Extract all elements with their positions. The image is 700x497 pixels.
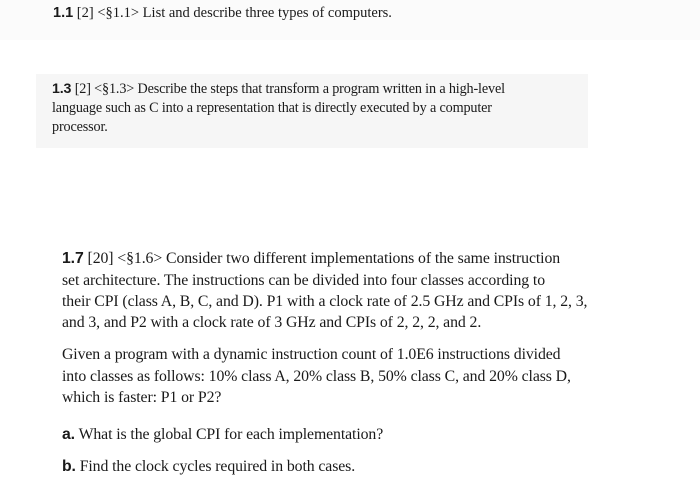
exercise-number: 1.7 <box>62 250 84 267</box>
subquestion-text: Find the clock cycles required in both cases. <box>79 458 356 475</box>
subquestion-label: b. <box>62 458 76 475</box>
exercise-1-3-line-2: language such as C into a representation that is directly executed by a computer <box>52 100 492 116</box>
exercise-1-1 <box>0 0 700 40</box>
exercise-1-1-line <box>53 5 392 22</box>
subquestion-a <box>62 426 383 444</box>
exercise-1-3-line-1 <box>52 81 505 98</box>
exercise-number: 1.3 <box>52 81 72 97</box>
exercise-1-3-line-3: processor. <box>52 119 108 135</box>
exercise-1-7-line-3: their CPI (class A, B, C, and D). P1 with a clock rate of 2.5 GHz and CPIs of 1, 2, 3, <box>62 293 588 310</box>
exercise-1-7-para2-line-3: which is faster: P1 or P2? <box>62 389 222 406</box>
exercise-text: [2] <§1.1> List and describe three types of computers. <box>76 5 392 21</box>
subquestion-label: a. <box>62 426 75 443</box>
subquestion-text: What is the global CPI for each implementation? <box>78 426 384 443</box>
exercise-number: 1.1 <box>53 5 74 21</box>
exercise-1-7-line-4: and 3, and P2 with a clock rate of 3 GHz and CPIs of 2, 2, 2, and 2. <box>62 314 482 331</box>
exercise-text: [20] <§1.6> Consider two different implementations of the same instruction <box>87 250 561 267</box>
exercise-1-7-para2-line-2: into classes as follows: 10% class A, 20% class B, 50% class C, and 20% class D, <box>62 368 571 385</box>
exercise-text: [2] <§1.3> Describe the steps that transform a program written in a high-level <box>74 81 505 97</box>
exercise-1-7-line-2: set architecture. The instructions can be divided into four classes according to <box>62 272 546 289</box>
exercise-1-7-para2-line-1: Given a program with a dynamic instruction count of 1.0E6 instructions divided <box>62 346 561 363</box>
exercise-1-7 <box>44 232 666 497</box>
exercise-1-3 <box>36 74 588 148</box>
subquestion-b <box>62 458 355 476</box>
exercise-1-7-line-1 <box>62 250 560 268</box>
